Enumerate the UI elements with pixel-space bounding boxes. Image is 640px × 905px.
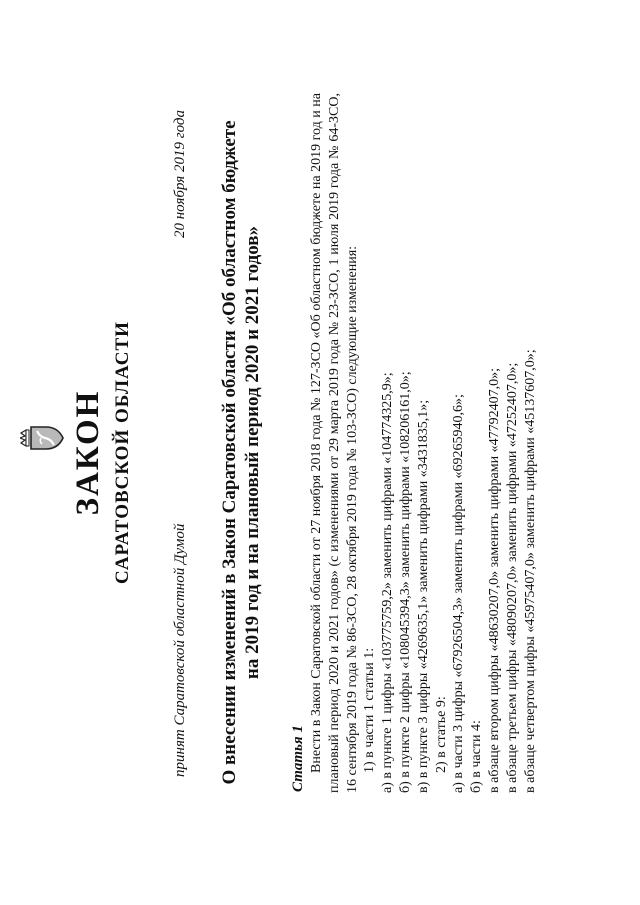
amendment-line: в абзаце втором цифры «48630207,0» заменить цифрами «47792407,0»;	[486, 368, 502, 793]
article-title: Статья 1	[290, 725, 306, 792]
amendment-line: б) в пункте 2 цифры «108045394,3» заменить цифрами «108206161,0»;	[397, 371, 413, 793]
adopted-by-text: принят Саратовской областной Думой	[172, 523, 188, 777]
document-title: ЗАКОН	[70, 389, 106, 516]
amendment-line: в абзаце третьем цифры «48090207,0» заменить цифрами «47252407,0»;	[504, 362, 520, 793]
amendment-line: 2) в статье 9:	[433, 696, 449, 773]
amendment-line: в абзаце четвертом цифры «45975407,0» заменить цифрами «45137607,0»;	[522, 349, 538, 793]
amendment-line: в) в пункте 3 цифры «4269635,1» заменить цифрами «3431835,1»;	[415, 399, 431, 793]
amendment-line: 1) в части 1 статьи 1:	[362, 647, 378, 773]
adopted-date-text: 20 ноября 2019 года	[172, 110, 188, 239]
amendment-line: б) в части 4:	[469, 720, 485, 793]
law-heading-line-1: О внесении изменений в Закон Саратовской области «Об областном бюджете	[219, 120, 240, 785]
article-intro-paragraph: Внести в Закон Саратовской области от 27 ноября 2018 года № 127-ЗСО «Об областном бюджете на 2019 год и на плановый период 2020 и 2021 годов» (с изменениями от 29 марта 2019 года № 23-ЗСО, 1 июля 2019 года № 64-ЗСО, 16 сентября 2019 года № 86-ЗСО, 28 октября 2019 года № 103-ЗСО) следующие изменения:	[309, 93, 360, 793]
article-body	[308, 93, 539, 793]
amendment-line: а) в пункте 1 цифры «103775759,2» заменить цифрами «104774325,9»;	[380, 372, 396, 793]
law-heading-line-2: на 2019 год и на плановый период 2020 и 2021 годов»	[242, 225, 263, 680]
law-heading	[218, 0, 264, 905]
coat-of-arms-icon	[20, 421, 64, 455]
region-name: САРАТОВСКОЙ ОБЛАСТИ	[112, 321, 133, 584]
amendment-line: а) в части 3 цифры «67926504,3» заменить цифрами «69265940,6»;	[451, 394, 467, 793]
